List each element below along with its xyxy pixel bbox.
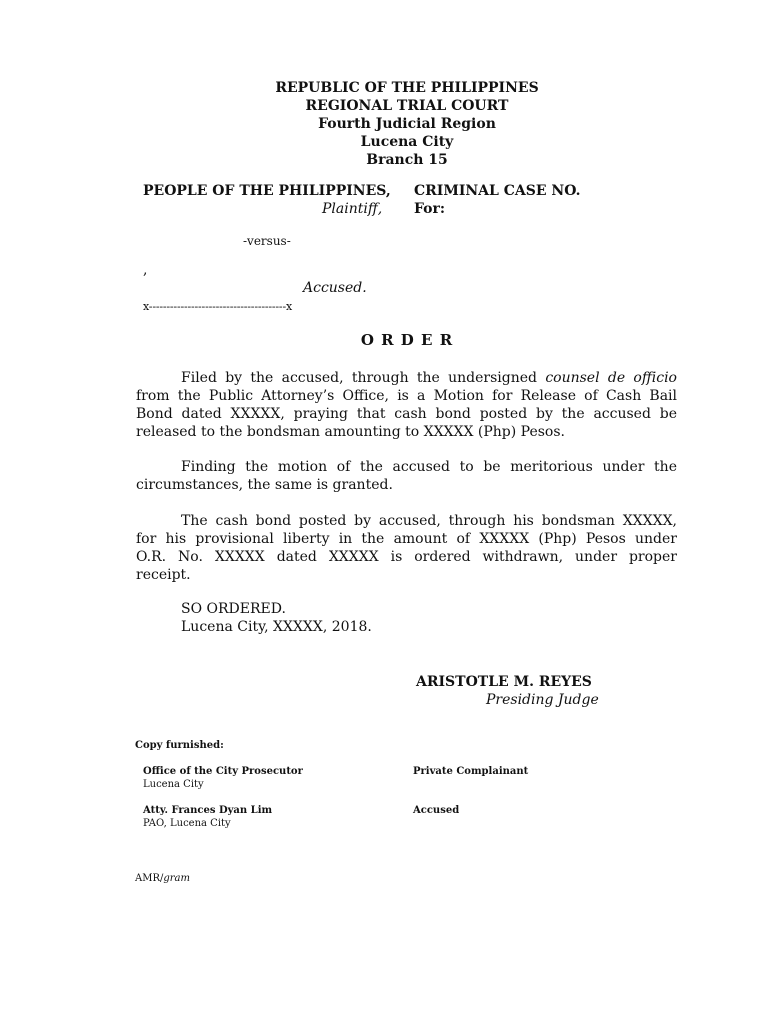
paragraph-finding-line: circumstances, the same is granted. [136, 477, 393, 493]
initials-italic: gram [163, 873, 190, 884]
plaintiff-label: Plaintiff, [322, 201, 383, 217]
recipient-detail: PAO, Lucena City [143, 818, 231, 829]
recipient-name: Accused [413, 805, 460, 816]
paragraph-cash-bond-line: receipt. [136, 567, 191, 583]
paragraph-finding [136, 458, 677, 494]
copy-furnished-label: Copy furnished: [135, 740, 224, 751]
header-branch: Branch 15 [366, 152, 448, 168]
initials-main: AMR/ [135, 873, 164, 884]
paragraph-motion-line: Bond dated XXXXX, praying that cash bond posted by the accused be [136, 406, 677, 422]
paragraph-cash-bond-line: The cash bond posted by accused, through his bondsman XXXXX, [181, 513, 677, 529]
recipient-name: Private Complainant [413, 766, 529, 777]
party-name: PEOPLE OF THE PHILIPPINES, [143, 183, 391, 199]
accused-name: , [143, 262, 148, 278]
paragraph-cash-bond-line: O.R. No. XXXXX dated XXXXX is ordered withdrawn, under proper [136, 549, 677, 565]
paragraph-motion-line: from the Public Attorney’s Office, is a Motion for Release of Cash Bail [136, 388, 677, 404]
case-number-label: CRIMINAL CASE NO. [414, 183, 581, 199]
paragraph-cash-bond [136, 512, 677, 584]
recipient-name: Office of the City Prosecutor [143, 766, 303, 777]
recipient-name: Atty. Frances Dyan Lim [143, 805, 273, 816]
paragraph-motion-line: released to the bondsman amounting to XXXXX (Php) Pesos. [136, 424, 565, 440]
header-city: Lucena City [360, 134, 454, 150]
judge-title: Presiding Judge [486, 692, 599, 708]
paragraph-motion-italic: counsel de officio [545, 370, 677, 386]
header-region: Fourth Judicial Region [318, 116, 496, 132]
recipient-detail: Lucena City [143, 779, 204, 790]
header-court: REGIONAL TRIAL COURT [305, 98, 509, 114]
paragraph-motion [136, 369, 677, 441]
versus-text: -versus- [243, 234, 291, 248]
place-date: Lucena City, XXXXX, 2018. [181, 619, 372, 635]
case-for-label: For: [414, 201, 446, 217]
judge-name: ARISTOTLE M. REYES [416, 674, 592, 690]
caption-separator: x---------------------------------------x [143, 300, 292, 313]
header-republic: REPUBLIC OF THE PHILIPPINES [275, 80, 539, 96]
so-ordered: SO ORDERED. [181, 601, 286, 617]
paragraph-cash-bond-line: for his provisional liberty in the amount of XXXXX (Php) Pesos under [136, 531, 677, 547]
order-title: O R D E R [360, 331, 454, 349]
initials [135, 873, 190, 884]
paragraph-motion-line: Filed by the accused, through the undersigned [181, 370, 546, 386]
paragraph-finding-line: Finding the motion of the accused to be meritorious under the [181, 459, 677, 475]
accused-label: Accused. [303, 280, 367, 296]
